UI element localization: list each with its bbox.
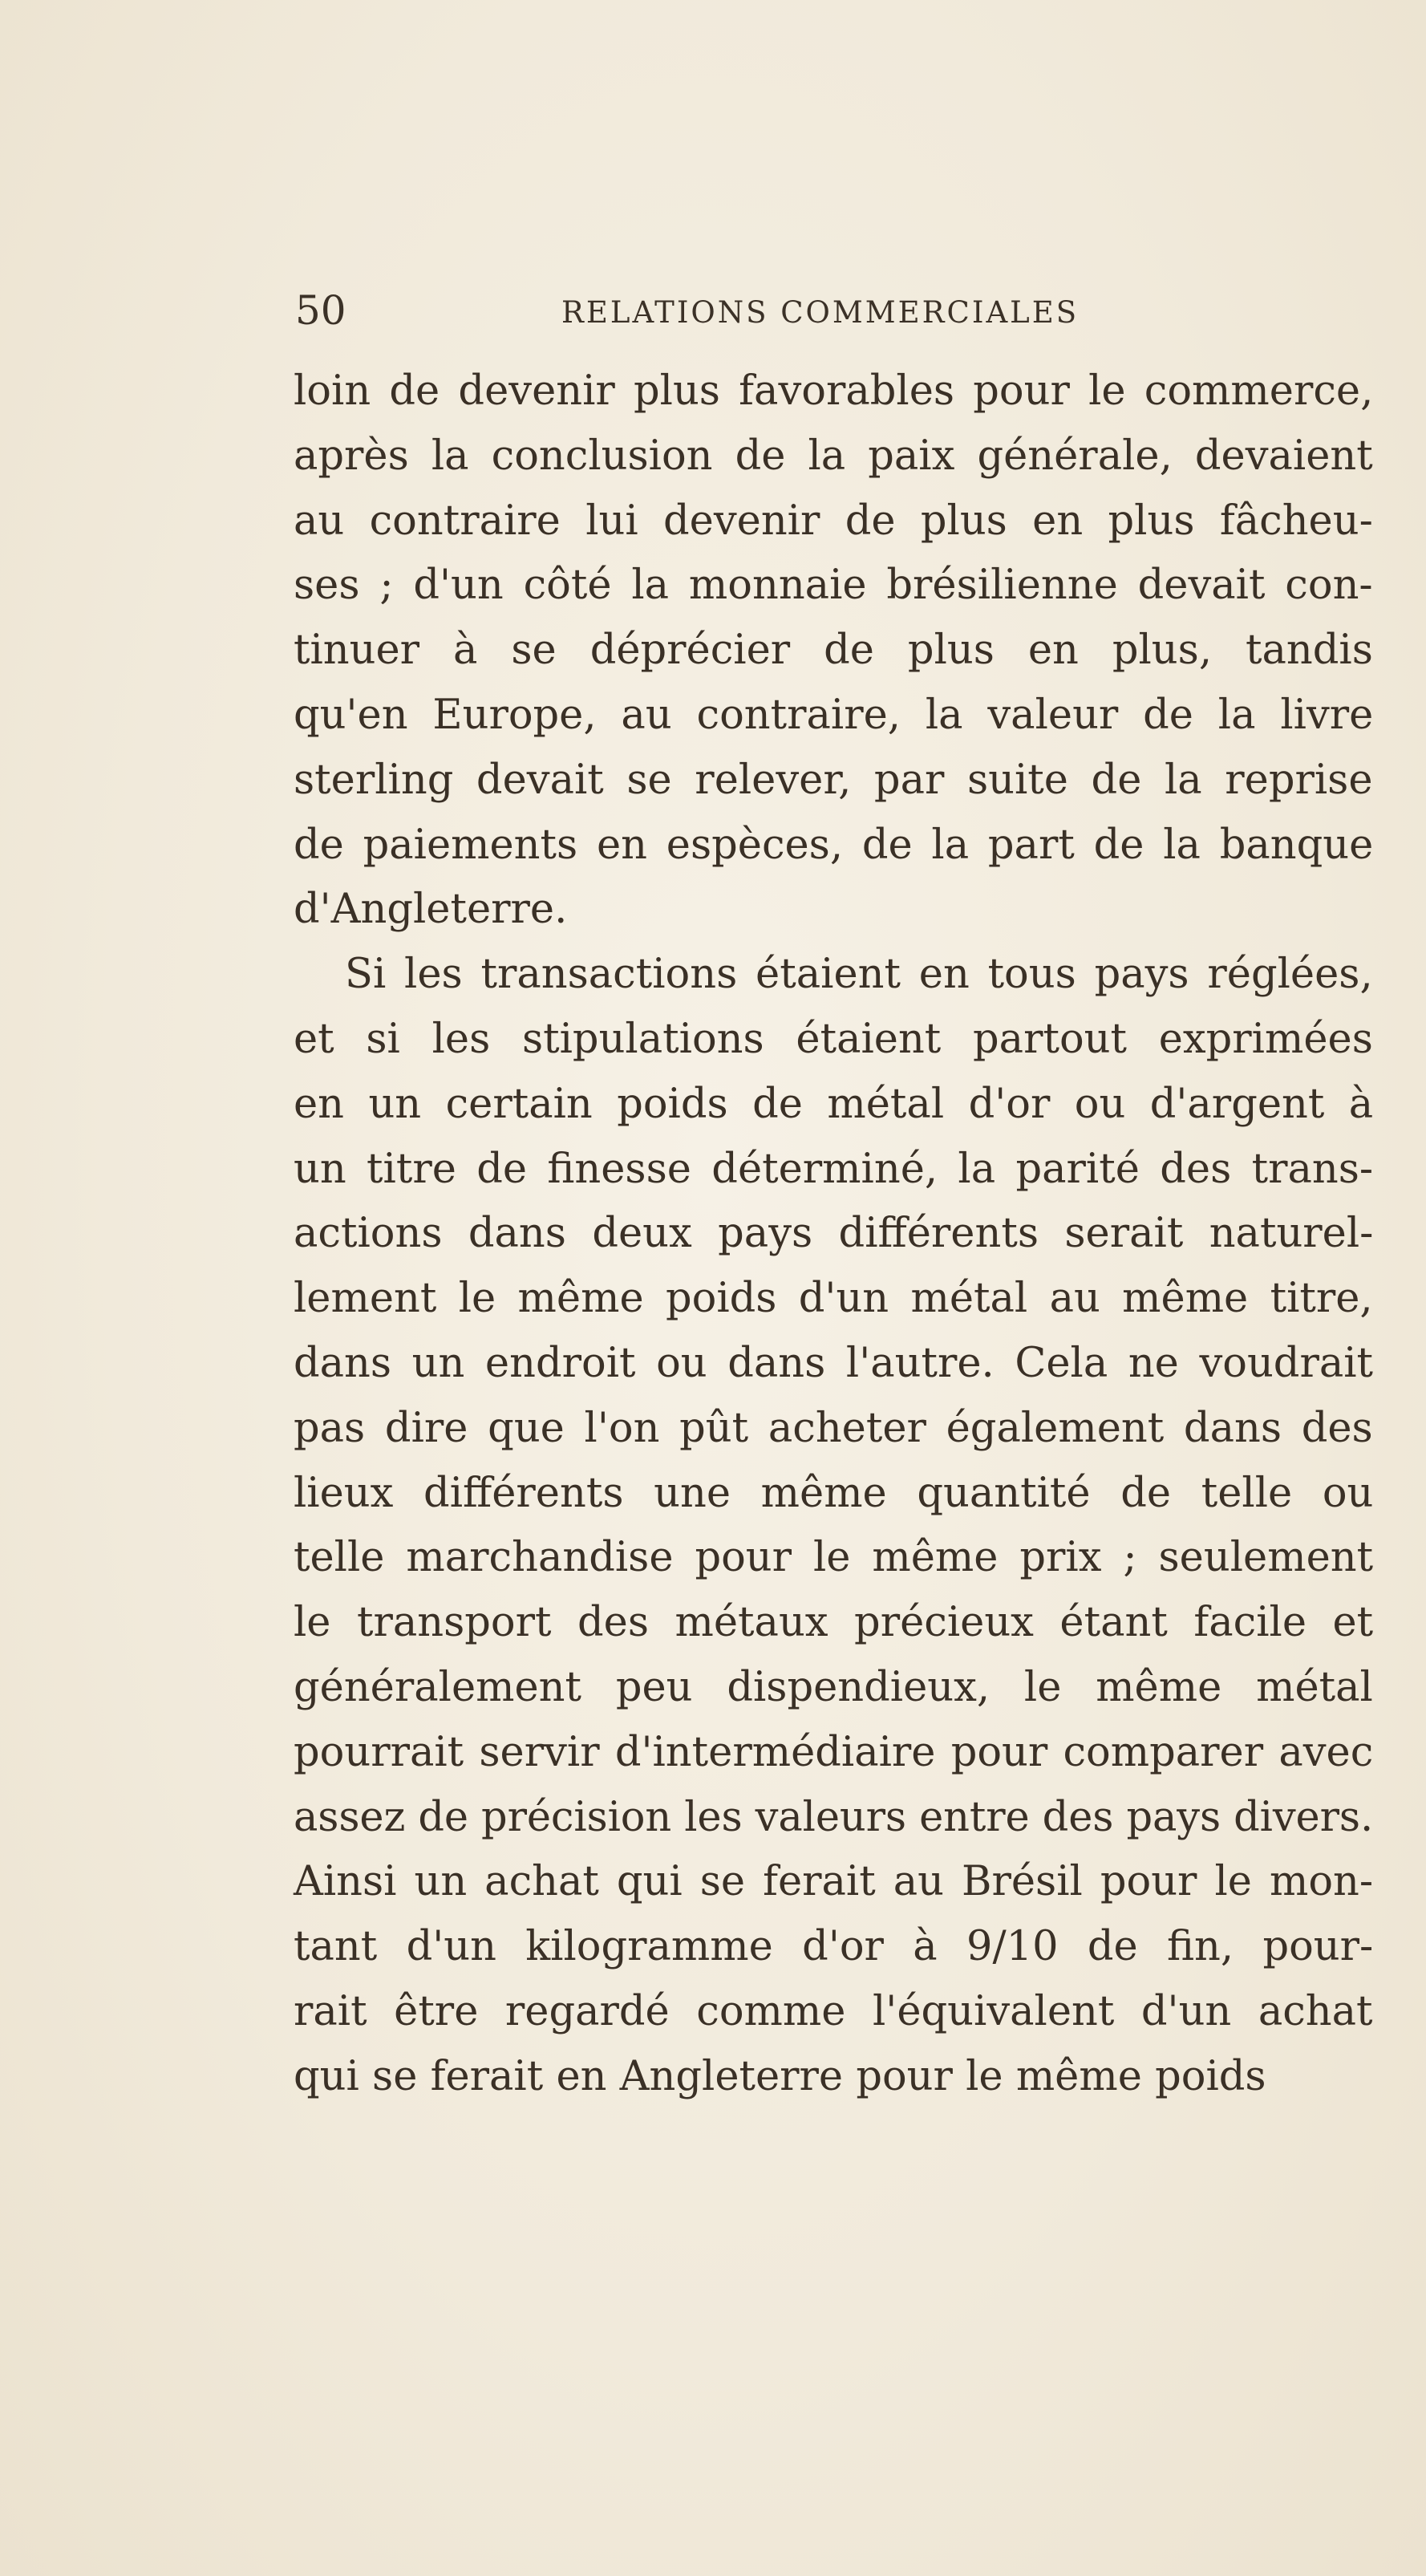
text-line: et si les stipulations étaient partout exprimées xyxy=(294,1015,1373,1063)
text-line: qu'en Europe, au contraire, la valeur de la livre xyxy=(294,691,1374,739)
text-line: loin de devenir plus favorables pour le commerce, xyxy=(294,367,1374,415)
text-line: de paiements en espèces, de la part de la banque xyxy=(294,821,1374,869)
text-line: en un certain poids de métal d'or ou d'argent à xyxy=(294,1080,1374,1128)
text-line: tant d'un kilogramme d'or à 9/10 de fin, pour- xyxy=(294,1923,1374,1971)
text-line: tinuer à se déprécier de plus en plus, tandis xyxy=(294,627,1373,675)
text-line: lement le même poids d'un métal au même titre, xyxy=(294,1275,1373,1323)
text-line: lieux différents une même quantité de telle ou xyxy=(294,1469,1374,1517)
paragraph-first-line: Si les transactions étaient en tous pays réglées, xyxy=(345,951,1373,999)
page-header xyxy=(295,282,1097,339)
text-line: actions dans deux pays différents serait naturel- xyxy=(294,1210,1374,1258)
text-line: ses ; d'un côté la monnaie brésilienne devait con- xyxy=(294,562,1373,610)
text-line: assez de précision les valeurs entre des pays divers. xyxy=(294,1793,1374,1841)
text-line: rait être regardé comme l'équivalent d'un achat xyxy=(294,1987,1373,2035)
text-line: après la conclusion de la paix générale, devaient xyxy=(294,432,1373,480)
text-line: un titre de finesse déterminé, la parité des trans- xyxy=(294,1145,1374,1193)
text-line: pas dire que l'on pût acheter également dans des xyxy=(294,1404,1373,1452)
page-number: 50 xyxy=(295,287,346,334)
text-line: généralement peu dispendieux, le même métal xyxy=(294,1663,1373,1711)
body-text xyxy=(294,359,1376,2110)
text-line: Ainsi un achat qui se ferait au Brésil pour le mon- xyxy=(294,1858,1374,1906)
text-line: qui se ferait en Angleterre pour le même poids xyxy=(294,2052,1266,2100)
text-line: dans un endroit ou dans l'autre. Cela ne voudrait xyxy=(294,1339,1374,1387)
running-head: RELATIONS COMMERCIALES xyxy=(561,295,1080,330)
text-line: sterling devait se relever, par suite de la reprise xyxy=(294,756,1373,804)
text-line: telle marchandise pour le même prix ; seulement xyxy=(294,1534,1374,1582)
text-line: pourrait servir d'intermédiaire pour comparer avec xyxy=(294,1728,1374,1776)
text-line: au contraire lui devenir de plus en plus fâcheu- xyxy=(294,497,1373,545)
text-line: le transport des métaux précieux étant facile et xyxy=(294,1599,1374,1647)
text-line: d'Angleterre. xyxy=(294,886,568,934)
